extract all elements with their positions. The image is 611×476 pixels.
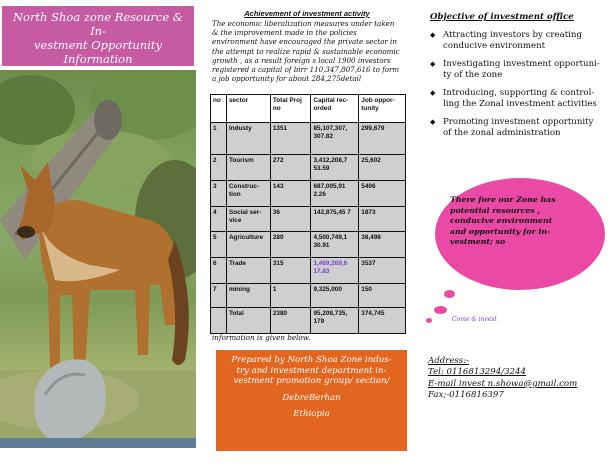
bubble-line: vestment; so	[450, 237, 506, 246]
address-block	[428, 356, 577, 402]
table-row	[211, 308, 406, 334]
table-row	[211, 123, 406, 155]
table-cell: 3537	[359, 258, 406, 284]
thought-bubble-text	[450, 195, 598, 248]
table-cell: 4,500,749,1 30.91	[311, 232, 359, 258]
table-cell: Total	[226, 308, 270, 334]
objective-list	[430, 30, 606, 146]
table-cell: Tourism	[226, 155, 270, 181]
prepared-line: try and investment department in-	[236, 365, 387, 376]
column-header: no	[211, 95, 227, 123]
table-cell: 5	[211, 232, 227, 258]
table-cell: 299,679	[359, 123, 406, 155]
brochure-title-line: North Shoa zone Resource & In-	[12, 10, 184, 38]
prepared-country: Ethiopia	[293, 409, 330, 419]
list-item: ◆ Attracting investors by creating conducive environment	[430, 30, 582, 51]
address-tel: Tel: 0116813294/3244	[428, 367, 526, 378]
table-cell: Trade	[226, 258, 270, 284]
table-cell	[211, 308, 227, 334]
table-cell: 150	[359, 284, 406, 308]
table-cell: Agriculture	[226, 232, 270, 258]
table-cell: 143	[270, 181, 311, 207]
bubble-line: and opportunity for in-	[450, 226, 551, 236]
table-row	[211, 155, 406, 181]
achievement-title: Achievement of investment activity	[244, 9, 370, 18]
table-cell: mining	[226, 284, 270, 308]
table-cell: 687,005,91 2.26	[311, 181, 359, 207]
table-cell: 1873	[359, 207, 406, 232]
brochure-title-line: vestment Opportunity	[33, 38, 163, 52]
bubble-tail-dot	[434, 306, 447, 314]
address-fax: Fax;-0116816397	[428, 390, 504, 401]
table-cell: 1	[270, 284, 311, 308]
table-cell: 1,469,269,6 17.83	[311, 258, 359, 284]
table-cell: Industy	[226, 123, 270, 155]
table-cell: 6	[211, 258, 227, 284]
achievement-line: growth , as a result foreign s local 1900 investors	[212, 55, 391, 65]
table-footnote: information is given below.	[212, 333, 311, 342]
table-cell: 3	[211, 181, 227, 207]
achievement-line: registered a capital of birr 110,347,807,616 to form	[212, 65, 400, 75]
prepared-line: Prepared by North Shoa Zone indus-	[231, 355, 392, 365]
table-cell: 272	[270, 155, 311, 181]
table-cell: 85,107,307, 307.82	[311, 123, 359, 155]
brochure-title-box	[2, 6, 194, 66]
table-cell: 95,208,735, 179	[311, 308, 359, 334]
table-cell: 5406	[359, 181, 406, 207]
table-cell: 3,412,208,7 53.59	[311, 155, 359, 181]
table-row	[211, 181, 406, 207]
bullet-icon: ◆	[430, 60, 436, 68]
table-cell: 315	[270, 258, 311, 284]
table-cell: 2380	[270, 308, 311, 334]
table-cell: Social ser-vice	[226, 207, 270, 232]
table-cell: 36	[270, 207, 311, 232]
address-label: Address:-	[428, 356, 470, 366]
bubble-tail-dot	[444, 290, 455, 298]
brochure-title-line: Information	[63, 52, 133, 66]
achievement-paragraph	[212, 19, 408, 83]
photo-caption-strip	[0, 438, 196, 448]
wild-dog-illustration	[0, 70, 196, 448]
bullet-icon: ◆	[430, 89, 436, 97]
column-header: Job oppor-tunity	[359, 95, 406, 123]
table-row	[211, 258, 406, 284]
achievement-line: environment have encouraged the private sector in	[212, 37, 397, 47]
list-item: ◆ Introducing, supporting & control- ling the Zonal investment activities	[430, 88, 597, 109]
objective-title: Objective of investment office	[430, 12, 574, 22]
column-header: sector	[226, 95, 270, 123]
table-cell: 9,325,000	[311, 284, 359, 308]
list-item: ◆ Promoting investment opportunity of the zonal administration	[430, 117, 594, 138]
table-cell: 25,602	[359, 155, 406, 181]
wild-dog-photo	[0, 70, 196, 448]
prepared-city: DebreBerhan	[282, 392, 341, 403]
table-row	[211, 284, 406, 308]
address-email-link[interactable]: E-mail invest n.showa@gmail.com	[428, 378, 578, 389]
table-cell: 4	[211, 207, 227, 232]
bubble-line: potential resources ,	[450, 205, 541, 215]
prepared-by-box	[216, 350, 407, 451]
investment-table	[210, 94, 406, 334]
bubble-line: There fore our Zone has	[450, 195, 556, 204]
come-invest-tagline: Come & invest	[452, 316, 497, 323]
achievement-line: a job opportunity for about 284,275detail	[212, 74, 362, 84]
table-cell: Construc-tion	[226, 181, 270, 207]
table-header-row	[211, 95, 406, 123]
bullet-icon: ◆	[430, 118, 436, 126]
table-cell: 1351	[270, 123, 311, 155]
table-cell: 7	[211, 284, 227, 308]
achievement-line: The economic liberalization measures under taken	[212, 19, 395, 28]
column-header: Capital rec-orded	[311, 95, 359, 123]
table-cell: 142,875,45 7	[311, 207, 359, 232]
table-cell: 38,498	[359, 232, 406, 258]
prepared-line: vestment promotion group/ section/	[233, 376, 390, 386]
achievement-line: the attempt to realize rapid & sustainable economic	[212, 46, 400, 56]
column-header: Total Proj no	[270, 95, 311, 123]
table-cell: 280	[270, 232, 311, 258]
table-cell: 1	[211, 123, 227, 155]
list-item: ◆ Investigating investment opportuni- ty of the zone	[430, 59, 600, 80]
bullet-icon: ◆	[430, 31, 436, 39]
bubble-tail-dot	[426, 318, 432, 323]
bubble-line: conducive environment	[450, 216, 553, 225]
table-cell: 2	[211, 155, 227, 181]
table-row	[211, 232, 406, 258]
table-row	[211, 207, 406, 232]
table-cell: 374,745	[359, 308, 406, 334]
achievement-line: & the improvement made in the policies	[212, 28, 357, 38]
